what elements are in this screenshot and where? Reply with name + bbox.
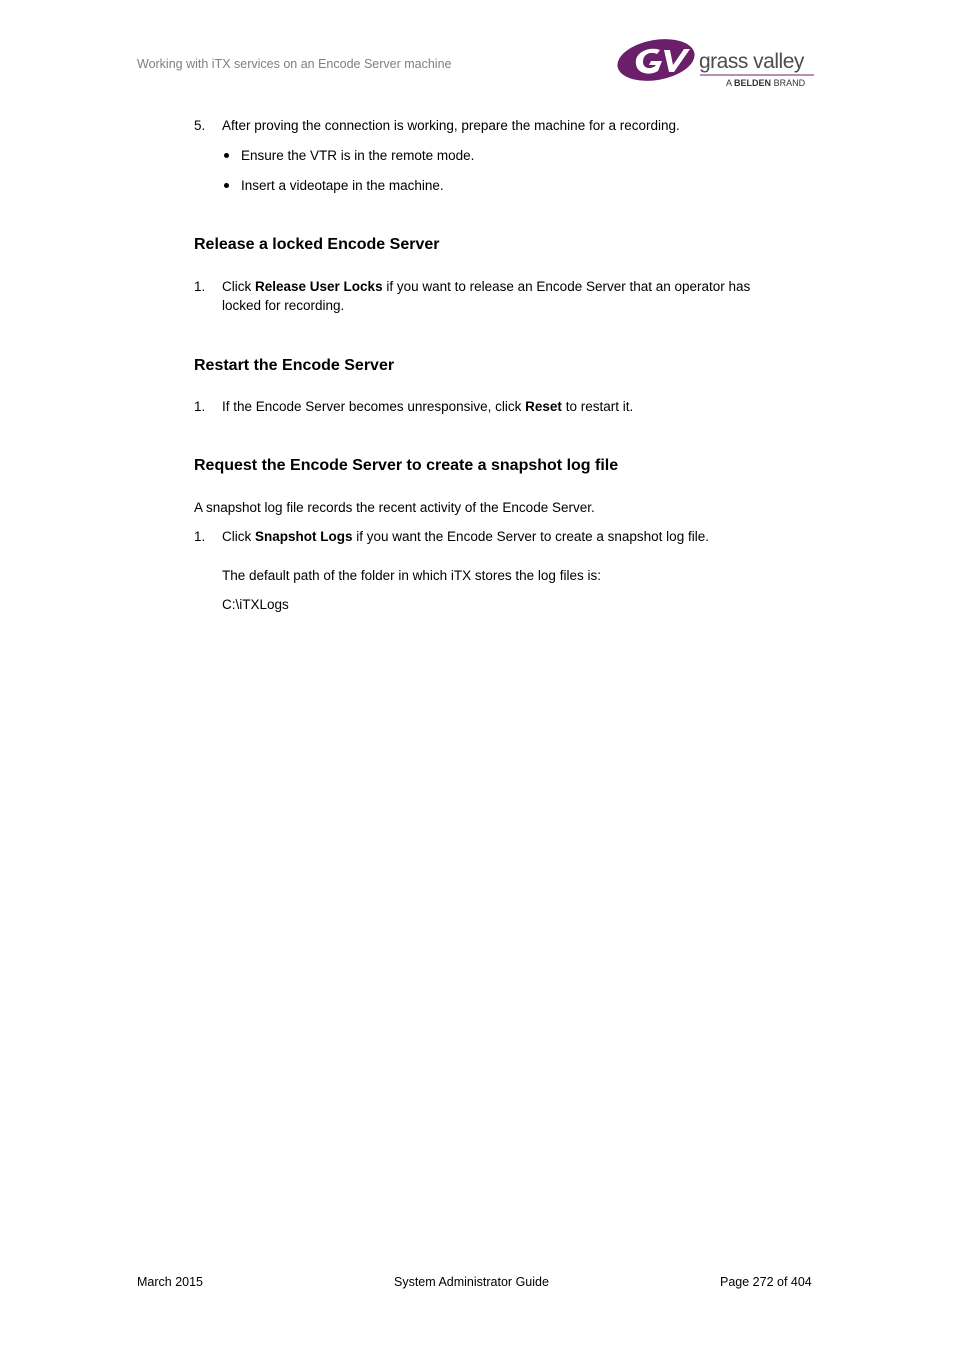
step-text: After proving the connection is working, prepare the machine for a recording. xyxy=(222,118,680,133)
path-intro: The default path of the folder in which iTX stores the log files is: xyxy=(222,568,601,583)
step-number: 1. xyxy=(194,399,206,414)
grass-valley-logo xyxy=(616,38,816,90)
step-number: 1. xyxy=(194,529,206,544)
footer-doc-title: System Administrator Guide xyxy=(394,1275,549,1289)
section-intro: A snapshot log file records the recent activity of the Encode Server. xyxy=(194,500,595,515)
bullet-item: Ensure the VTR is in the remote mode. xyxy=(241,148,475,163)
svg-text:A BELDEN BRAND: A BELDEN BRAND xyxy=(726,78,806,88)
section-heading: Release a locked Encode Server xyxy=(194,236,440,253)
section-heading: Request the Encode Server to create a snapshot log file xyxy=(194,457,619,474)
svg-text:grass valley: grass valley xyxy=(699,50,804,73)
footer-page-number: Page 272 of 404 xyxy=(720,1275,812,1289)
log-path: C:\iTXLogs xyxy=(222,597,289,612)
footer-date: March 2015 xyxy=(137,1275,204,1289)
bullet-icon xyxy=(224,153,229,158)
step-number: 5. xyxy=(194,118,206,133)
step-number: 1. xyxy=(194,279,206,294)
section-heading: Restart the Encode Server xyxy=(194,357,395,374)
step-text: If the Encode Server becomes unresponsive, click Reset to restart it. xyxy=(222,399,634,414)
step-text: Click Release User Locks if you want to release an Encode Server that an operator has xyxy=(222,279,751,294)
running-header: Working with iTX services on an Encode Server machine xyxy=(137,57,452,71)
bullet-icon xyxy=(224,183,229,188)
step-text-continued: locked for recording. xyxy=(222,298,345,313)
bullet-item: Insert a videotape in the machine. xyxy=(241,178,444,193)
step-text: Click Snapshot Logs if you want the Encode Server to create a snapshot log file. xyxy=(222,529,709,544)
